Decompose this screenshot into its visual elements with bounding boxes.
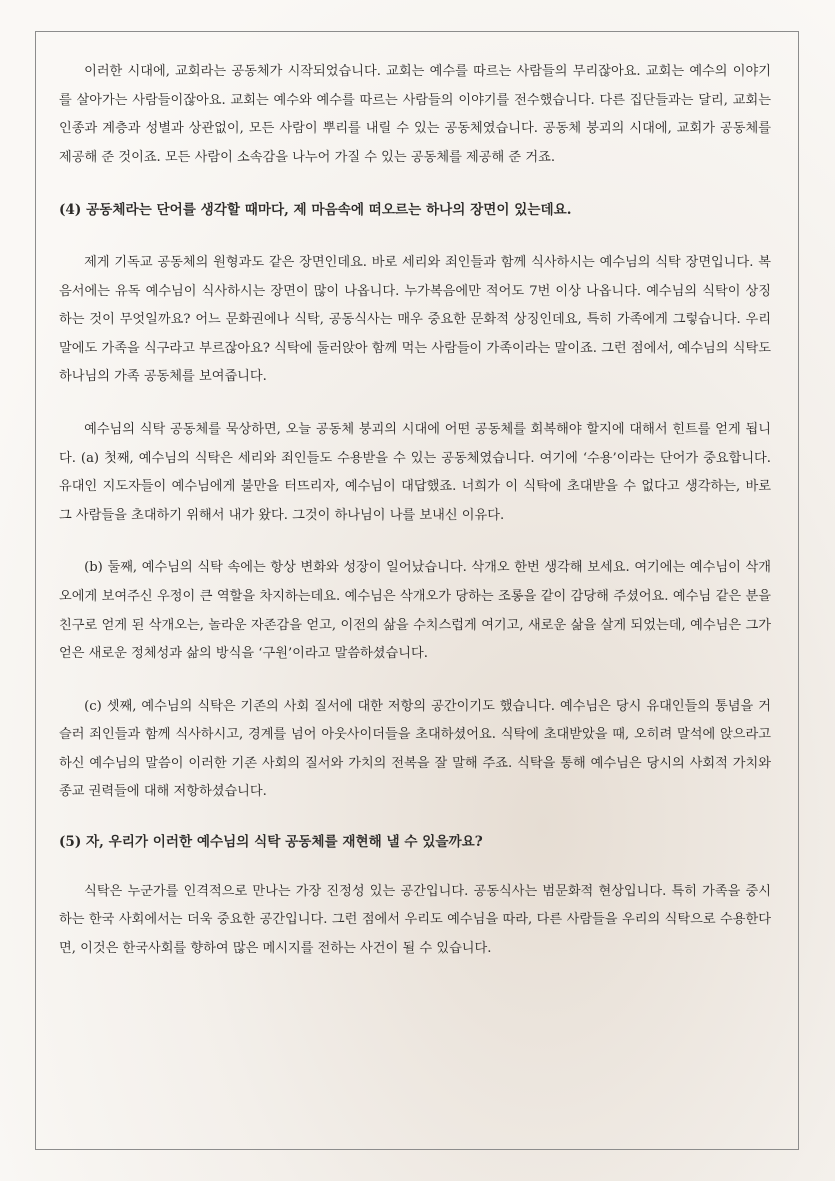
paragraph-conclusion: 식탁은 누군가를 인격적으로 만나는 가장 진정성 있는 공간입니다. 공동식사는 범문화적 현상입니다. 특히 가족을 중시하는 한국 사회에서는 더욱 중요한 공간입니다. 그런 점에서 우리도 예수님을 따라, 다른 사람들을 우리의 식탁으로 수용한다면, 이것은 한국사회를 향하여 많은 메시지를 전하는 사건이 될 수 있습니다. [59,883,771,956]
paragraph-point-c: (c) 셋째, 예수님의 식탁은 기존의 사회 질서에 대한 저항의 공간이기도 했습니다. 예수님은 당시 유대인들의 통념을 거슬러 죄인들과 함께 식사하시고, 경계를 넘어 아웃사이더들을 초대하셨어요. 식탁에 초대받았을 때, 오히려 말석에 앉으라고 하신 예수님의 말씀이 이러한 기존 사회의 질서와 가치의 전복을 잘 말해 주죠. 식탁을 통해 예수님은 당시의 사회적 가치와 종교 권력들에 대해 저항하셨습니다. [59,698,771,800]
paragraph-point-a: 예수님의 식탁 공동체를 묵상하면, 오늘 공동체 붕괴의 시대에 어떤 공동체를 회복해야 할지에 대해서 힌트를 얻게 됩니다. (a) 첫째, 예수님의 식탁은 세리와 죄인들도 수용받을 수 있는 공동체였습니다. 여기에 ‘수용’이라는 단어가 중요합니다. 유대인 지도자들이 예수님에게 불만을 터뜨리자, 예수님이 대답했죠. 너희가 이 식탁에 초대받을 수 없다고 생각하는, 바로 그 사람들을 초대하기 위해서 내가 왔다. 그것이 하나님이 나를 보내신 이유다. [59,421,771,523]
document-body [59,58,771,963]
section-heading-4: (4) 공동체라는 단어를 생각할 때마다, 제 마음속에 떠오르는 하나의 장면이 있는데요. [59,202,572,219]
section-heading-5: (5) 자, 우리가 이러한 예수님의 식탁 공동체를 재현해 낼 수 있을까요? [59,834,483,851]
paragraph-point-b: (b) 둘째, 예수님의 식탁 속에는 항상 변화와 성장이 일어났습니다. 삭개오 한번 생각해 보세요. 여기에는 예수님이 삭개오에게 보여주신 우정이 큰 역할을 차지하는데요. 예수님은 삭개오가 당하는 조롱을 같이 감당해 주셨어요. 예수님 같은 분을 친구로 얻게 된 삭개오는, 놀라운 자존감을 얻고, 이전의 삶을 수치스럽게 여기고, 새로운 삶을 살게 되었는데, 예수님은 그가 얻은 새로운 정체성과 삶의 방식을 ‘구원’이라고 말씀하셨습니다. [59,560,771,662]
paragraph-church-community: 이러한 시대에, 교회라는 공동체가 시작되었습니다. 교회는 예수를 따르는 사람들의 무리잖아요. 교회는 예수의 이야기를 살아가는 사람들이잖아요. 교회는 예수와 예수를 따르는 사람들의 이야기를 전수했습니다. 다른 집단들과는 달리, 교회는 인종과 계층과 성별과 상관없이, 모든 사람이 뿌리를 내릴 수 있는 공동체였습니다. 공동체 붕괴의 시대에, 교회가 공동체를 제공해 준 것이죠. 모든 사람이 소속감을 나누어 가질 수 있는 공동체를 제공해 준 거죠. [59,64,771,165]
paragraph-table-scene: 제게 기독교 공동체의 원형과도 같은 장면인데요. 바로 세리와 죄인들과 함께 식사하시는 예수님의 식탁 장면입니다. 복음서에는 유독 예수님이 식사하시는 장면이 많이 나옵니다. 누가복음에만 적어도 7번 이상 나옵니다. 예수님의 식탁이 상징하는 것이 무엇일까요? 어느 문화권에나 식탁, 공동식사는 매우 중요한 문화적 상징인데요, 특히 가족에게 그렇습니다. 우리 말에도 가족을 식구라고 부르잖아요? 식탁에 둘러앉아 함께 먹는 사람들이 가족이라는 말이죠. 그런 점에서, 예수님의 식탁도 하나님의 가족 공동체를 보여줍니다. [59,254,771,385]
